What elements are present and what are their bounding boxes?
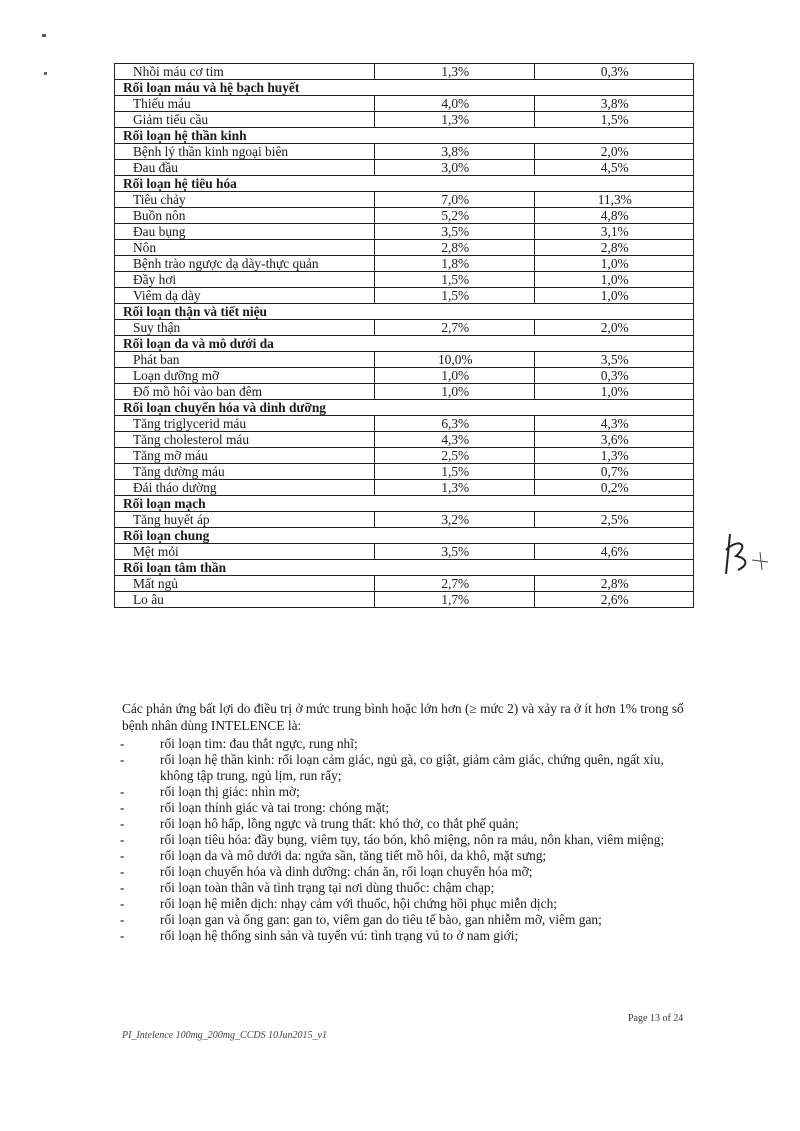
reaction-name-cell: Mệt mỏi [115,544,375,560]
intelence-rate-cell: 1,7% [375,592,535,608]
bullet-text: rối loạn thị giác: nhìn mờ; [160,784,300,799]
placebo-rate-cell: 0,7% [534,464,693,480]
bullet-dash: - [120,800,125,815]
list-item [120,880,700,896]
intelence-rate-cell: 1,5% [375,288,535,304]
placebo-rate-cell: 4,3% [534,416,693,432]
intelence-rate-cell: 2,8% [375,240,535,256]
intelence-rate-cell: 3,5% [375,224,535,240]
reaction-name-cell: Tăng huyết áp [115,512,375,528]
placebo-rate-cell: 3,6% [534,432,693,448]
bullet-dash: - [120,880,125,895]
placebo-rate-cell: 2,5% [534,512,693,528]
placebo-rate-cell: 0,3% [534,368,693,384]
intelence-rate-cell: 2,7% [375,576,535,592]
bullet-dash: - [120,752,125,767]
list-item [120,864,700,880]
reaction-name-cell: Nôn [115,240,375,256]
section-heading: Rối loạn hệ tiêu hóa [115,176,694,192]
bullet-dash: - [120,816,125,831]
table-row [115,592,694,608]
bullet-dash: - [120,896,125,911]
intelence-rate-cell: 5,2% [375,208,535,224]
placebo-rate-cell: 11,3% [534,192,693,208]
bullet-text: rối loạn tiêu hóa: đầy bụng, viêm tụy, táo bón, khô miệng, nôn ra máu, nôn khan, viêm miệng; [160,832,665,847]
list-item [120,784,700,800]
reaction-bullet-list [120,736,700,944]
placebo-rate-cell: 0,2% [534,480,693,496]
list-item [120,928,700,944]
table-row [115,432,694,448]
reaction-name-cell: Bệnh lý thần kinh ngoại biên [115,144,375,160]
reaction-name-cell: Buồn nôn [115,208,375,224]
table-row [115,240,694,256]
reaction-name-cell: Lo âu [115,592,375,608]
bullet-text: rối loạn hệ miễn dịch: nhạy cảm với thuốc, hội chứng hồi phục miễn dịch; [160,896,557,911]
section-heading: Rối loạn mạch [115,496,694,512]
table-row [115,64,694,80]
intelence-rate-cell: 3,0% [375,160,535,176]
placebo-rate-cell: 2,8% [534,576,693,592]
reaction-name-cell: Tăng mỡ máu [115,448,375,464]
list-item [120,752,700,784]
table-section-row [115,496,694,512]
placebo-rate-cell: 4,5% [534,160,693,176]
intelence-rate-cell: 4,0% [375,96,535,112]
bullet-dash: - [120,784,125,799]
intelence-rate-cell: 1,0% [375,384,535,400]
table-section-row [115,336,694,352]
reaction-name-cell: Viêm dạ dày [115,288,375,304]
reaction-name-cell: Giảm tiểu cầu [115,112,375,128]
table-row [115,272,694,288]
bullet-text: rối loạn hô hấp, lồng ngực và trung thất: khó thở, co thắt phế quản; [160,816,519,831]
reaction-name-cell: Loạn dưỡng mỡ [115,368,375,384]
handwritten-initial-mark [716,530,776,580]
placebo-rate-cell: 3,1% [534,224,693,240]
bullet-text: rối loạn da và mô dưới da: ngứa sần, tăng tiết mồ hôi, da khô, mặt sưng; [160,848,547,863]
intelence-rate-cell: 2,7% [375,320,535,336]
table-row [115,288,694,304]
table-row [115,384,694,400]
table-row [115,544,694,560]
intelence-rate-cell: 1,3% [375,480,535,496]
placebo-rate-cell: 4,6% [534,544,693,560]
reaction-name-cell: Suy thận [115,320,375,336]
bullet-text: rối loạn hệ thống sinh sản và tuyến vú: tình trạng vú to ở nam giới; [160,928,519,943]
bullet-dash: - [120,832,125,847]
bullet-text: rối loạn toàn thân và tình trạng tại nơi dùng thuốc: chậm chạp; [160,880,495,895]
intelence-rate-cell: 3,5% [375,544,535,560]
placebo-rate-cell: 3,8% [534,96,693,112]
adverse-reactions-table [114,63,694,608]
table-section-row [115,128,694,144]
bullet-text: rối loạn chuyển hóa và dinh dưỡng: chán ăn, rối loạn chuyển hóa mỡ; [160,864,533,879]
list-item [120,832,700,848]
table-row [115,448,694,464]
placebo-rate-cell: 2,0% [534,320,693,336]
intelence-rate-cell: 10,0% [375,352,535,368]
intelence-rate-cell: 2,5% [375,448,535,464]
reaction-name-cell: Bệnh trào ngược dạ dày-thực quản [115,256,375,272]
placebo-rate-cell: 1,0% [534,288,693,304]
placebo-rate-cell: 1,0% [534,256,693,272]
placebo-rate-cell: 1,3% [534,448,693,464]
placebo-rate-cell: 2,8% [534,240,693,256]
table-row [115,320,694,336]
reaction-name-cell: Tăng dường máu [115,464,375,480]
table-row [115,224,694,240]
list-item [120,800,700,816]
bullet-text: rối loạn thính giác và tai trong: chóng mặt; [160,800,390,815]
bullet-text: rối loạn tim: đau thắt ngực, rung nhĩ; [160,736,358,751]
intro-paragraph: Các phản ứng bất lợi do điều trị ở mức trung bình hoặc lớn hơn (≥ mức 2) và xảy ra ở ít hơn 1% trong số bệnh nhân dùng INTELENCE là: [122,701,684,733]
intelence-rate-cell: 7,0% [375,192,535,208]
adverse-reactions-table-body [115,64,694,608]
intelence-rate-cell: 3,2% [375,512,535,528]
intelence-rate-cell: 1,3% [375,112,535,128]
section-heading: Rối loạn thận và tiết niệu [115,304,694,320]
section-heading: Rối loạn hệ thần kinh [115,128,694,144]
reaction-name-cell: Tiêu chảy [115,192,375,208]
intelence-rate-cell: 1,8% [375,256,535,272]
table-row [115,96,694,112]
section-heading: Rối loạn chung [115,528,694,544]
bullet-dash: - [120,848,125,863]
bullet-dash: - [120,864,125,879]
placebo-rate-cell: 2,0% [534,144,693,160]
reaction-name-cell: Tăng cholesterol máu [115,432,375,448]
list-item [120,896,700,912]
table-row [115,576,694,592]
list-item [120,736,700,752]
scan-speck [42,34,46,37]
reaction-name-cell: Nhồi máu cơ tim [115,64,375,80]
table-section-row [115,176,694,192]
reaction-name-cell: Đầy hơi [115,272,375,288]
footer-page-number: Page 13 of 24 [628,1013,684,1024]
bullet-dash: - [120,928,125,943]
table-row [115,464,694,480]
bullet-dash: - [120,736,125,751]
intelence-rate-cell: 1,3% [375,64,535,80]
footer-document-id: PI_Intelence 100mg_200mg_CCDS 10Jun2015_v1 [122,1030,327,1041]
reaction-name-cell: Phát ban [115,352,375,368]
table-row [115,416,694,432]
reaction-name-cell: Đái tháo dường [115,480,375,496]
bullet-dash: - [120,912,125,927]
placebo-rate-cell: 1,5% [534,112,693,128]
table-section-row [115,304,694,320]
placebo-rate-cell: 3,5% [534,352,693,368]
section-heading: Rối loạn tâm thần [115,560,694,576]
table-row [115,192,694,208]
placebo-rate-cell: 4,8% [534,208,693,224]
table-row [115,256,694,272]
reaction-name-cell: Thiếu máu [115,96,375,112]
placebo-rate-cell: 1,0% [534,272,693,288]
section-heading: Rối loạn da và mô dưới da [115,336,694,352]
table-row [115,112,694,128]
table-row [115,480,694,496]
reaction-name-cell: Mất ngủ [115,576,375,592]
placebo-rate-cell: 1,0% [534,384,693,400]
placebo-rate-cell: 2,6% [534,592,693,608]
intelence-rate-cell: 1,0% [375,368,535,384]
section-heading: Rối loạn chuyển hóa và dinh dưỡng [115,400,694,416]
intelence-rate-cell: 1,5% [375,272,535,288]
table-row [115,368,694,384]
table-section-row [115,80,694,96]
intelence-rate-cell: 6,3% [375,416,535,432]
intelence-rate-cell: 1,5% [375,464,535,480]
table-section-row [115,528,694,544]
intelence-rate-cell: 3,8% [375,144,535,160]
table-section-row [115,560,694,576]
placebo-rate-cell: 0,3% [534,64,693,80]
reaction-name-cell: Đổ mồ hôi vào ban đêm [115,384,375,400]
reaction-name-cell: Đau bụng [115,224,375,240]
table-row [115,512,694,528]
reaction-name-cell: Tăng triglycerid máu [115,416,375,432]
intelence-rate-cell: 4,3% [375,432,535,448]
list-item [120,848,700,864]
list-item [120,912,700,928]
reaction-name-cell: Đau đầu [115,160,375,176]
bullet-text: rối loạn hệ thần kinh: rối loạn cảm giác, ngủ gà, co giật, giảm cảm giác, chứng quên, ngất xỉu, không tập trung, ngủ lịm, run rẩy; [160,752,664,783]
table-row [115,208,694,224]
scan-speck [44,72,47,75]
list-item [120,816,700,832]
table-section-row [115,400,694,416]
table-row [115,352,694,368]
section-heading: Rối loạn máu và hệ bạch huyết [115,80,694,96]
table-row [115,160,694,176]
bullet-text: rối loạn gan và ống gan: gan to, viêm gan do tiêu tế bào, gan nhiễm mỡ, viêm gan; [160,912,602,927]
table-row [115,144,694,160]
